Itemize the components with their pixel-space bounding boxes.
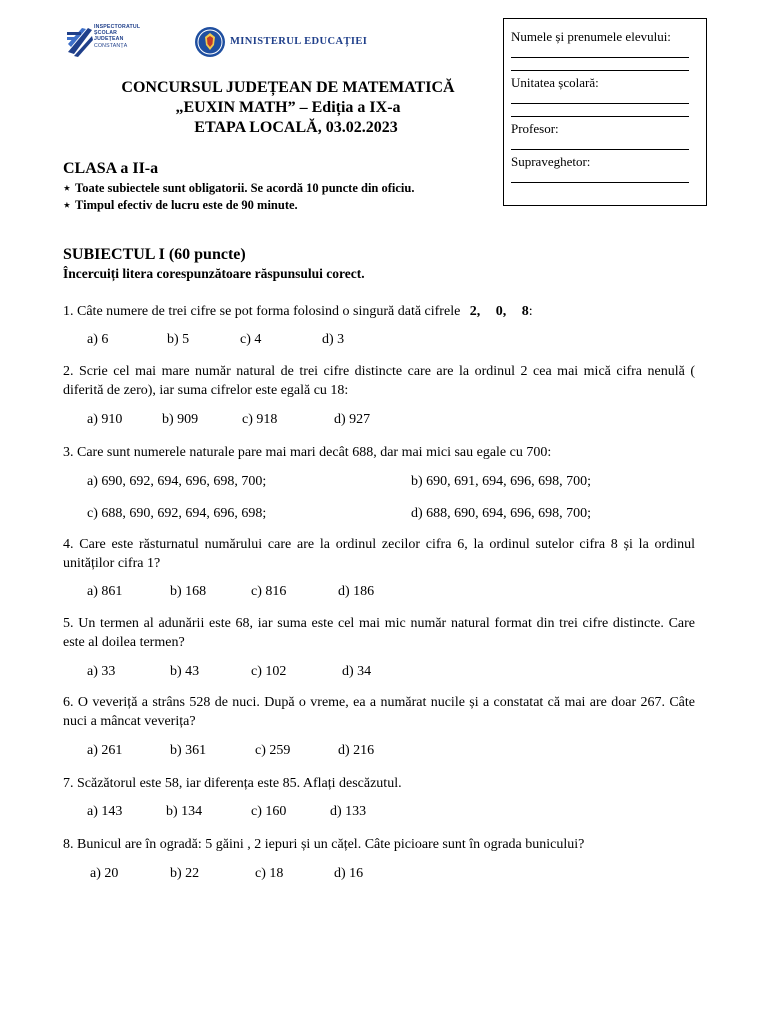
student-name-line-2[interactable] [511, 58, 689, 71]
inspectorat-logo [66, 22, 144, 60]
option-4d[interactable]: d) 186 [338, 584, 375, 599]
option-5a[interactable]: a) 33 [87, 664, 116, 679]
ministry-name: MINISTERUL EDUCAȚIEI [230, 36, 368, 47]
option-4c[interactable]: c) 816 [251, 584, 287, 599]
star-icon: ⋆ [63, 198, 71, 212]
contest-title: CONCURSUL JUDEȚEAN DE MATEMATICĂ [121, 79, 455, 96]
option-2a[interactable]: a) 910 [87, 412, 123, 427]
school-label: Unitatea școlară: [511, 75, 599, 90]
contest-edition: „EUXIN MATH” – Ediția a IX-a [175, 99, 401, 116]
option-5d[interactable]: d) 34 [342, 664, 372, 679]
option-3c[interactable]: c) 688, 690, 692, 694, 696, 698; [87, 506, 267, 521]
contest-stage: ETAPA LOCALĂ, 03.02.2023 [194, 119, 398, 136]
inspectorat-logo-text [94, 24, 140, 49]
inspectorat-logo-icon [66, 22, 94, 58]
option-4a[interactable]: a) 861 [87, 584, 123, 599]
inspectorat-line: INSPECTORATUL [94, 24, 141, 30]
digit: 2, [469, 304, 481, 319]
section-heading: SUBIECTUL I (60 puncte) [63, 246, 246, 263]
class-heading: CLASA a II-a [63, 160, 159, 177]
question-3: 3. Care sunt numerele naturale pare mai mari decât 688, dar mai mici sau egale cu 700: [63, 445, 552, 460]
note-mandatory [63, 180, 414, 196]
question-7: 7. Scăzătorul este 58, iar diferența este 85. Aflați descăzutul. [63, 776, 402, 791]
note-time [63, 197, 298, 213]
note-mandatory-text: Toate subiectele sunt obligatorii. Se acordă 10 puncte din oficiu. [75, 181, 415, 195]
option-3d[interactable]: d) 688, 690, 694, 696, 698, 700; [411, 506, 592, 521]
option-2d[interactable]: d) 927 [334, 412, 371, 427]
option-2b[interactable]: b) 909 [162, 412, 199, 427]
option-6b[interactable]: b) 361 [170, 743, 207, 758]
option-1d[interactable]: d) 3 [322, 332, 345, 347]
note-time-text: Timpul efectiv de lucru este de 90 minute. [75, 198, 298, 212]
option-3a[interactable]: a) 690, 692, 694, 696, 698, 700; [87, 474, 267, 489]
option-7a[interactable]: a) 143 [87, 804, 123, 819]
question-6: 6. O veveriță a strâns 528 de nuci. După o vreme, ea a numărat nucile și a constatat că mai are doar 267. Câte nuci a mâncat veverița? [63, 695, 695, 729]
star-icon: ⋆ [63, 181, 71, 195]
school-line[interactable] [511, 91, 689, 104]
option-3b[interactable]: b) 690, 691, 694, 696, 698, 700; [411, 474, 592, 489]
student-name-line[interactable] [511, 45, 689, 58]
option-7c[interactable]: c) 160 [251, 804, 287, 819]
supervisor-line[interactable] [511, 170, 689, 183]
option-6d[interactable]: d) 216 [338, 743, 375, 758]
option-6c[interactable]: c) 259 [255, 743, 291, 758]
option-1a[interactable]: a) 6 [87, 332, 109, 347]
option-8d[interactable]: d) 16 [334, 866, 364, 881]
inspectorat-line: CONSTANȚA [94, 42, 128, 49]
question-5: 5. Un termen al adunării este 68, iar suma este cel mai mic număr natural format din trei cifre distincte. Care este al doilea termen? [63, 616, 695, 650]
ministry-logo [194, 26, 368, 58]
digit: 0, [495, 304, 507, 319]
question-2: 2. Scrie cel mai mare număr natural de trei cifre distincte care are la ordinul 2 cea mai mică cifra nenulă ( diferită de zero), iar suma cifrelor este egală cu 18: [63, 364, 695, 398]
student-info-box [503, 18, 707, 206]
inspectorat-line: ȘCOLAR [94, 30, 118, 37]
option-2c[interactable]: c) 918 [242, 412, 278, 427]
section-instruction: Încercuiți litera corespunzătoare răspunsului corect. [63, 266, 365, 281]
question-1 [63, 302, 695, 321]
question-4: 4. Care este răsturnatul numărului care are la ordinul zecilor cifra 6, la ordinul sutelor cifra 8 și la ordinul unităților cifra 1? [63, 537, 695, 571]
teacher-label: Profesor: [511, 121, 559, 136]
question-1-text: 1. Câte numere de trei cifre se pot forma folosind o singură dată cifrele [63, 304, 461, 319]
option-8a[interactable]: a) 20 [90, 866, 119, 881]
supervisor-label: Supraveghetor: [511, 154, 591, 169]
option-1b[interactable]: b) 5 [167, 332, 190, 347]
inspectorat-line: JUDEȚEAN [94, 36, 124, 43]
teacher-line[interactable] [511, 137, 689, 150]
option-1c[interactable]: c) 4 [240, 332, 262, 347]
option-8c[interactable]: c) 18 [255, 866, 284, 881]
option-7b[interactable]: b) 134 [166, 804, 203, 819]
option-5c[interactable]: c) 102 [251, 664, 287, 679]
student-name-label: Numele și prenumele elevului: [511, 29, 671, 44]
digit: 8 [521, 304, 529, 319]
option-6a[interactable]: a) 261 [87, 743, 123, 758]
option-7d[interactable]: d) 133 [330, 804, 367, 819]
option-5b[interactable]: b) 43 [170, 664, 200, 679]
option-8b[interactable]: b) 22 [170, 866, 200, 881]
ministry-emblem-icon [194, 26, 226, 58]
question-1-suffix: : [528, 304, 533, 319]
question-8: 8. Bunicul are în ogradă: 5 găini , 2 iepuri și un cățel. Câte picioare sunt în ograda bunicului? [63, 837, 585, 852]
option-4b[interactable]: b) 168 [170, 584, 207, 599]
school-line-2[interactable] [511, 104, 689, 117]
